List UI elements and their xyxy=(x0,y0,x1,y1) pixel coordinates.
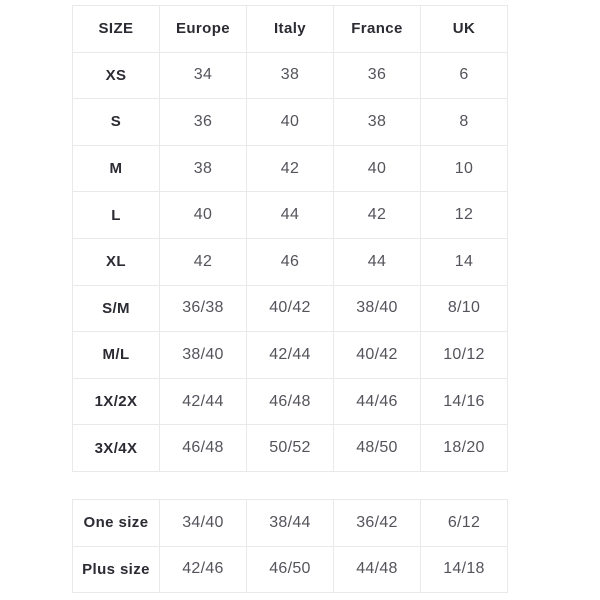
france-value: 36 xyxy=(334,52,421,99)
uk-value: 14/16 xyxy=(421,378,508,425)
italy-value: 40/42 xyxy=(247,285,334,332)
france-value: 38 xyxy=(334,99,421,146)
uk-value: 10/12 xyxy=(421,332,508,379)
uk-value: 6/12 xyxy=(421,499,508,546)
france-value: 48/50 xyxy=(334,425,421,472)
italy-value: 44 xyxy=(247,192,334,239)
size-label: S xyxy=(73,99,160,146)
europe-value: 34 xyxy=(160,52,247,99)
uk-value: 14 xyxy=(421,238,508,285)
uk-value: 8 xyxy=(421,99,508,146)
uk-value: 10 xyxy=(421,145,508,192)
special-sizes-table xyxy=(72,499,508,593)
column-header-europe: Europe xyxy=(160,6,247,53)
europe-value: 36/38 xyxy=(160,285,247,332)
size-conversion-chart xyxy=(72,5,508,593)
uk-value: 6 xyxy=(421,52,508,99)
italy-value: 46/48 xyxy=(247,378,334,425)
table-row-1x2x xyxy=(73,378,508,425)
size-conversion-table xyxy=(72,5,508,472)
europe-value: 42/44 xyxy=(160,378,247,425)
italy-value: 46 xyxy=(247,238,334,285)
france-value: 40/42 xyxy=(334,332,421,379)
europe-value: 38 xyxy=(160,145,247,192)
size-label: M xyxy=(73,145,160,192)
italy-value: 46/50 xyxy=(247,546,334,593)
column-header-italy: Italy xyxy=(247,6,334,53)
table-row-xs xyxy=(73,52,508,99)
italy-value: 42 xyxy=(247,145,334,192)
table-row-m xyxy=(73,145,508,192)
europe-value: 34/40 xyxy=(160,499,247,546)
europe-value: 36 xyxy=(160,99,247,146)
table-row-ml xyxy=(73,332,508,379)
column-header-france: France xyxy=(334,6,421,53)
italy-value: 38 xyxy=(247,52,334,99)
size-label: S/M xyxy=(73,285,160,332)
uk-value: 18/20 xyxy=(421,425,508,472)
header-row xyxy=(73,6,508,53)
europe-value: 38/40 xyxy=(160,332,247,379)
france-value: 38/40 xyxy=(334,285,421,332)
column-header-uk: UK xyxy=(421,6,508,53)
table-row-plus-size xyxy=(73,546,508,593)
size-label: One size xyxy=(73,499,160,546)
table-row-xl xyxy=(73,238,508,285)
table-row-one-size xyxy=(73,499,508,546)
europe-value: 46/48 xyxy=(160,425,247,472)
italy-value: 38/44 xyxy=(247,499,334,546)
europe-value: 42 xyxy=(160,238,247,285)
uk-value: 12 xyxy=(421,192,508,239)
italy-value: 50/52 xyxy=(247,425,334,472)
column-header-size: SIZE xyxy=(73,6,160,53)
size-label: Plus size xyxy=(73,546,160,593)
france-value: 44/48 xyxy=(334,546,421,593)
size-label: 3X/4X xyxy=(73,425,160,472)
size-label: XL xyxy=(73,238,160,285)
size-label: XS xyxy=(73,52,160,99)
europe-value: 42/46 xyxy=(160,546,247,593)
size-label: M/L xyxy=(73,332,160,379)
table-row-s xyxy=(73,99,508,146)
table-row-l xyxy=(73,192,508,239)
france-value: 42 xyxy=(334,192,421,239)
france-value: 36/42 xyxy=(334,499,421,546)
size-label: 1X/2X xyxy=(73,378,160,425)
france-value: 44 xyxy=(334,238,421,285)
europe-value: 40 xyxy=(160,192,247,239)
uk-value: 8/10 xyxy=(421,285,508,332)
italy-value: 40 xyxy=(247,99,334,146)
france-value: 44/46 xyxy=(334,378,421,425)
france-value: 40 xyxy=(334,145,421,192)
uk-value: 14/18 xyxy=(421,546,508,593)
size-label: L xyxy=(73,192,160,239)
italy-value: 42/44 xyxy=(247,332,334,379)
table-row-3x4x xyxy=(73,425,508,472)
table-row-sm xyxy=(73,285,508,332)
